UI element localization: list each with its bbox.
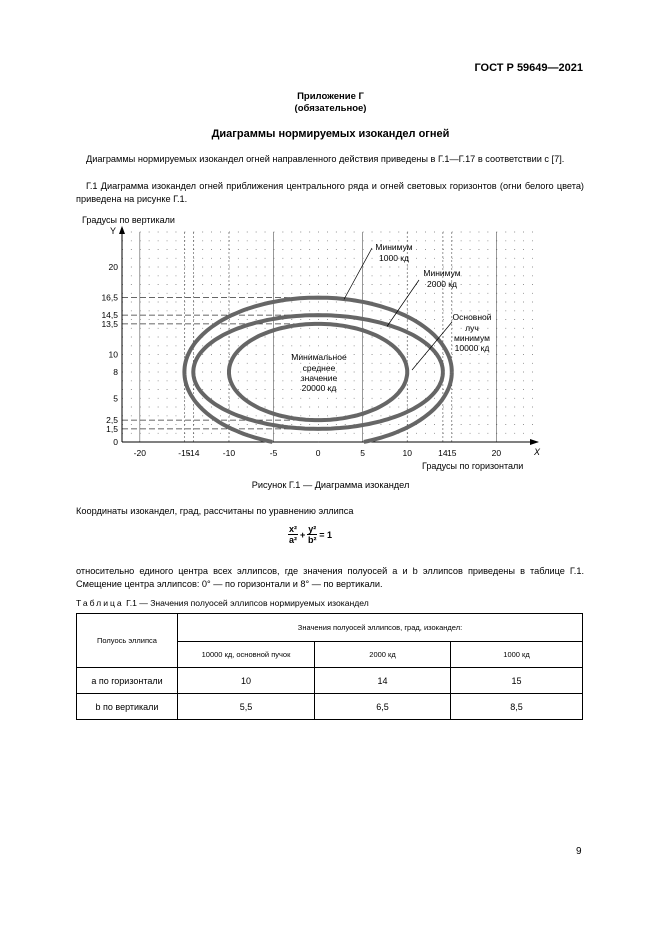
figure-caption: Рисунок Г.1 — Диаграмма изокандел [251, 480, 410, 490]
x-tick-label: 5 [360, 448, 366, 458]
y-tick-label: 16,5 [101, 292, 118, 303]
table-title: Таблица Г.1 — Значения полуосей эллипсов нормируемых изокандел [76, 598, 369, 608]
label-avg-line1: Минимальное [291, 352, 347, 362]
x-axis-title: Градусы по горизонтали [422, 461, 524, 471]
x-axis-arrow [530, 439, 539, 445]
semi-axes-table [76, 613, 583, 720]
label-avg-line4: 20000 кд [301, 383, 337, 393]
table-row [77, 694, 583, 720]
y-tick-label: 14,5 [101, 310, 118, 321]
label-avg-line2: среднее [302, 363, 336, 373]
label-main-line4: 10000 кд [454, 343, 490, 353]
y-tick-label: 1,5 [106, 423, 118, 434]
x-tick-label: -20 [133, 448, 146, 458]
x-tick-label: -15 [178, 448, 191, 458]
chart-annotations [291, 242, 491, 393]
y-tick-label: 20 [108, 262, 118, 272]
annex-status: (обязательное) [294, 103, 367, 114]
intro-paragraph: Диаграммы нормируемых изокандел огней направленного действия приведены в Г.1—Г.17 в соответствии с [7]. [86, 154, 565, 164]
row-label: b по вертикали [77, 694, 178, 720]
y-axis-arrow [119, 226, 125, 234]
x-tick-label: -5 [269, 448, 278, 458]
header-col3: 1000 кд [451, 642, 583, 668]
section-title: Диаграммы нормируемых изокандел огней [211, 128, 450, 140]
page-number: 9 [576, 846, 582, 857]
cell-value: 8,5 [451, 694, 583, 720]
y-tick-label: 2,5 [106, 415, 118, 426]
row-label: a по горизонтали [77, 668, 178, 694]
label-min2000-line2: 2000 кд [427, 279, 457, 289]
y-tick-label: 8 [113, 367, 118, 377]
cell-value: 14 [315, 668, 451, 694]
x-axis-letter: X [534, 447, 541, 457]
label-avg-line3: значение [300, 373, 338, 383]
y-tick-label: 0 [113, 437, 118, 447]
x-tick-label: 20 [491, 448, 502, 458]
header-axis: Полуось эллипса [77, 614, 178, 668]
chart-svg [82, 210, 542, 480]
header-values: Значения полуосей эллипсов, град, изокандел: [178, 614, 583, 642]
label-main-line1: Основной [452, 312, 492, 322]
chart-guide-lines [122, 232, 496, 442]
isocandela-chart [82, 210, 542, 480]
label-min2000-line1: Минимум [423, 268, 461, 278]
header-col1: 10000 кд, основной пучок [178, 642, 315, 668]
x-tick-label: 0 [315, 448, 321, 458]
x-tick-label: -14 [187, 448, 200, 458]
x-tick-label: 14 [438, 448, 448, 458]
cell-value: 15 [451, 668, 583, 694]
label-main-line3: минимум [454, 333, 490, 343]
x-tick-label: 10 [402, 448, 412, 458]
x-tick-label: -10 [222, 448, 236, 458]
annex-title: Приложение Г [297, 91, 364, 102]
y-tick-label: 13,5 [101, 318, 118, 329]
y-axis-letter: Y [110, 226, 117, 236]
cell-value: 6,5 [315, 694, 451, 720]
y-tick-label: 10 [108, 349, 118, 360]
label-min1000-line1: Минимум [375, 242, 413, 252]
ellipse-formula: $\frac{\text{x²}}{\text{a²}}$ + $\frac{\text{y²}}{\text{b²}}$ = 1 [289, 524, 333, 545]
cell-value: 5,5 [178, 694, 315, 720]
header-col2: 2000 кд [315, 642, 451, 668]
document-code: ГОСТ Р 59649—2021 [474, 62, 583, 74]
coordinates-text: Координаты изокандел, град, рассчитаны по уравнению эллипса [76, 506, 354, 516]
formula-y-fraction: $\frac{\text{y²}}{\text{b²}}$ [308, 524, 317, 545]
formula-x-fraction: $\frac{\text{x²}}{\text{a²}}$ [289, 524, 298, 545]
g1-paragraph: Г.1 Диаграмма изокандел огней приближения центрального ряда и огней световых горизонтов (огни белого цвета) приведена на рисунке Г.1. [76, 181, 584, 205]
label-main-line2: луч [465, 323, 479, 333]
label-min1000-line2: 1000 кд [379, 253, 409, 263]
y-axis-title: Градусы по вертикали [82, 215, 175, 225]
after-formula-paragraph: относительно единого центра всех эллипсов, где значения полуосей a и b эллипсов приведены в таблице Г.1. Смещение центра эллипсов: 0° — по горизонтали и 8° — по вертикали. [76, 566, 584, 590]
table-row [77, 668, 583, 694]
x-tick-label: 15 [447, 448, 457, 458]
leader-min1000 [344, 248, 372, 299]
cell-value: 10 [178, 668, 315, 694]
y-tick-label: 5 [113, 393, 118, 404]
leader-main [412, 322, 452, 370]
